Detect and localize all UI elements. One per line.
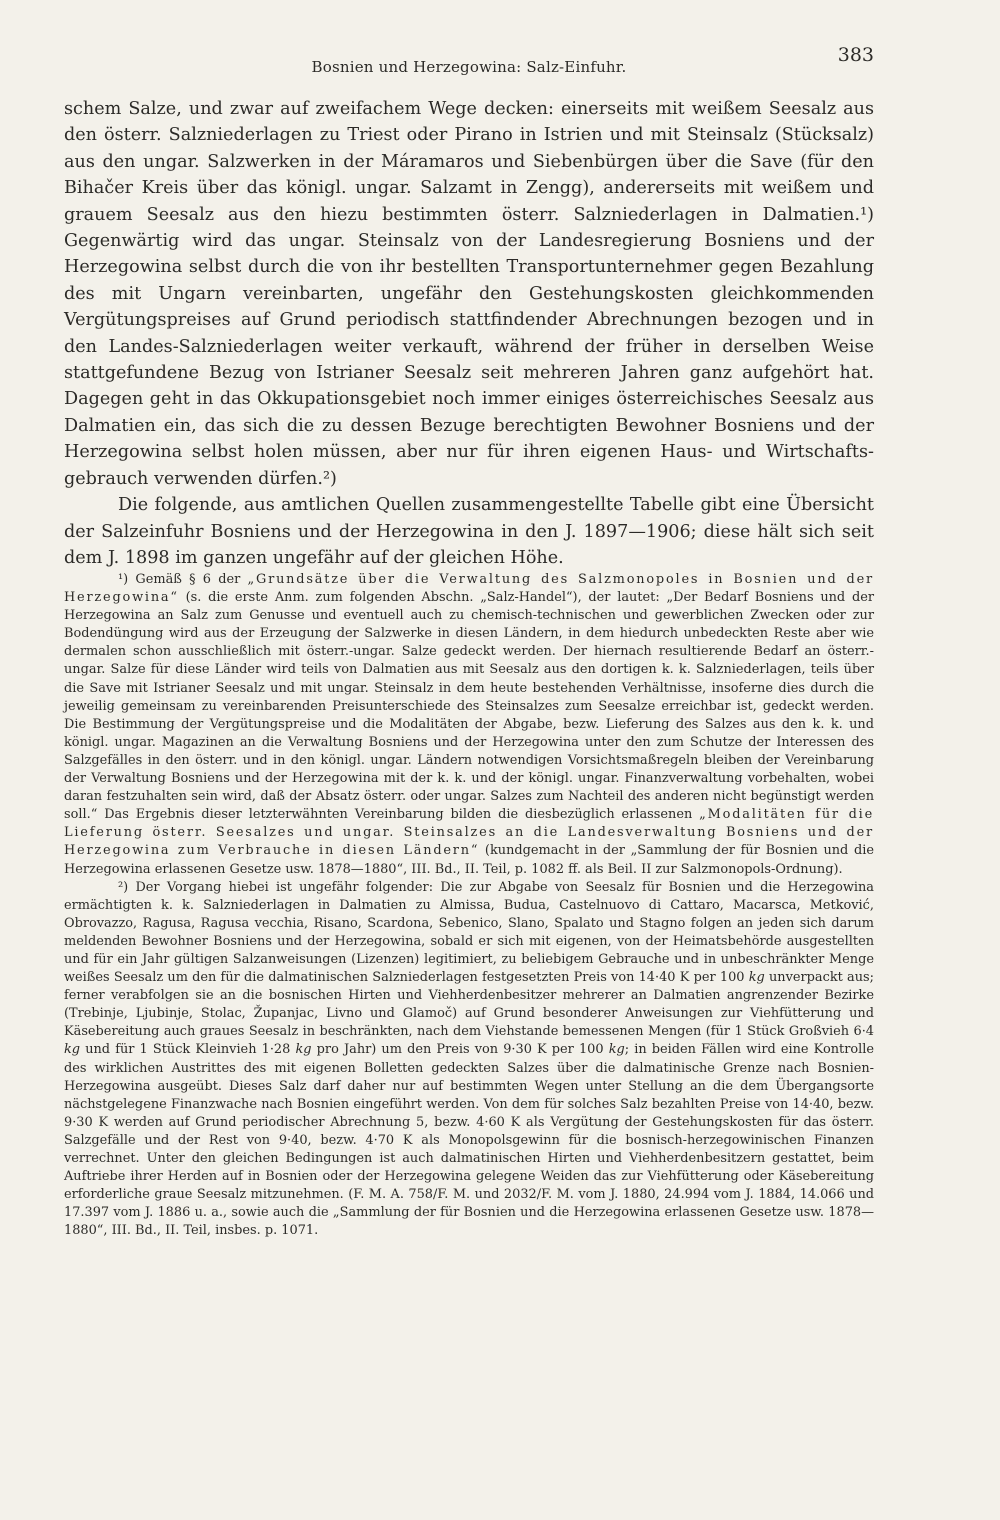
footnote-1-text-end: (kundgemacht in der „Sammlung der für Bosnien und die Herzegowina erlassenen Gesetze usw. 1878—1880“, III. Bd., II. Teil, p. 1082 ff. als Beil. II zur Salzmonopols-Ordnung). (64, 843, 874, 877)
running-header (64, 44, 874, 78)
body-paragraph-1: schem Salze, und zwar auf zweifachem Wege decken: einerseits mit weißem Seesalz aus den österr. Salzniederlagen zu Triest oder Pirano in Istrien und mit Steinsalz (Stücksalz) aus den ungar. Salzwerken in der Máramaros und Siebenbürgen über die Save (für den Bihačer Kreis über das königl. ungar. Salzamt in Zengg), andererseits mit weißem und grauem Seesalz aus den hiezu bestimmten österr. Salzniederlagen in Dalmatien.¹) Gegenwärtig wird das ungar. Steinsalz von der Landesregierung Bosniens und der Herzegowina selbst durch die von ihr bestellten Transportunternehmer gegen Bezahlung des mit Ungarn vereinbarten, ungefähr den Gestehungskosten gleichkommenden Vergütungspreises auf Grund periodisch stattfindender Abrechnungen bezogen und in den Landes-Salzniederlagen weiter verkauft, während der früher in derselben Weise stattgefundene Bezug von Istrianer Seesalz seit mehreren Jahren ganz aufgehört hat. Dagegen geht in das Okkupationsgebiet noch immer einiges österreichisches Seesalz aus Dalmatien ein, das sich die zu dessen Bezuge berechtigten Bewohner Bosniens und der Herzegowina selbst holen müssen, aber nur für ihren eigenen Haus- und Wirtschaftsgebrauch verwenden dürfen.²) (64, 99, 874, 489)
page-number: 383 (837, 44, 874, 66)
unit-kg: kg (295, 1042, 312, 1058)
footnote-2-text-a: ²) Der Vorgang hiebei ist ungefähr folgender: Die zur Abgabe von Seesalz für Bosnien und die Herzegowina ermächtigten k. k. Salzniederlagen in Dalmatien zu Almissa, Budua, Castelnuovo di Cattaro, Macarsca, Metković, Obrovazzo, Ragusa, Ragusa vecchia, Risano, Scardona, Sebenico, Slano, Spalato und Stagno folgen an jeden sich darum meldenden Bewohner Bosniens und der Herzegowina, sobald er sich mit eigenen, von der Heimatsbehörde ausgestellten und für ein Jahr gültigen Salzanweisungen (Lizenzen) legitimiert, zu beliebigem Gebrauche und in unbeschränkter Menge weißes Seesalz um den für die dalmatinischen Salzniederlagen festgesetzten Preis von 14·40 K per 100 (64, 879, 874, 986)
footnote-2-text-b: unverpackt aus; ferner verabfolgen sie an die bosnischen Hirten und Viehherdenbesitzer mehrerer an Dalmatien angrenzender Bezirke (Trebinje, Ljubinje, Stolac, Županjac, Livno und Glamoč) auf Grund besonderer Anweisungen zur Viehfütterung und Käsebereitung auch graues Seesalz in beschränkten, nach dem Viehstande bemessenen Mengen (für 1 Stück Großvieh 6·4 (64, 970, 875, 1040)
unit-kg: kg (64, 1042, 81, 1058)
main-text (64, 96, 874, 571)
unit-kg: kg (608, 1042, 625, 1058)
footnote-1-text-start: ¹) Gemäß § 6 der (118, 572, 248, 587)
footnote-1-modalitaeten-title: „Modalitäten für die Lieferung österr. Seesalzes und ungar. Steinsalzes an die Landesverwaltung Bosniens und der Herzegowina zum Verbrauche in diesen Ländern“ (64, 807, 874, 859)
footnotes (64, 571, 874, 1240)
footnote-2-text-d: pro Jahr) um den Preis von 9·30 K per 100 (311, 1042, 609, 1058)
unit-kg: kg (748, 970, 765, 986)
footnote-1-text-middle: (s. die erste Anm. zum folgenden Abschn. „Salz-Handel“), der lautet: „Der Bedarf Bosniens und der Herzegowina an Salz zum Genusse und eventuell auch zu chemisch-technischen und gewerblichen Zwecken oder zur Bodendüngung wird aus der Erzeugung der Salzwerke in diesen Ländern, in dem hiedurch unbedeckten Reste aber wie dermalen schon ausschließlich mit österr.-ungar. Salze gedeckt werden. Der hiernach resultierende Bedarf an österr.-ungar. Salze für diese Länder wird teils von Dalmatien aus mit Seesalz aus den dortigen k. k. Salzniederlagen, teils über die Save mit Istrianer Seesalz und mit ungar. Steinsalz in dem heute bestehenden Verhältnisse, insoferne dies durch die jeweilig gemeinsam zu vereinbarenden Preisunterschiede des Steinsalzes zum Seesalze erreichbar ist, gedeckt werden. Die Bestimmung der Vergütungspreise und die Modalitäten der Abgabe, bezw. Lieferung des Salzes aus den k. k. und königl. ungar. Magazinen an die Verwaltung Bosniens und der Herzegowina unter den zum Schutze der Interessen des Salzgefälles in den österr. und in den königl. ungar. Ländern notwendigen Vorsichtsmaßregeln bleiben der Vereinbarung der Verwaltung Bosniens und der Herzegowina mit der k. k. und der königl. ungar. Finanzverwaltung vorbehalten, wobei daran festzuhalten sein wird, daß der Absatz österr. oder ungar. Salzes zum Nachteil des anderen nicht begünstigt werden soll.“ Das Ergebnis dieser letzterwähnten Vereinbarung bilden die diesbezüglich erlassenen (64, 590, 874, 823)
running-title: Bosnien und Herzegowina: Salz-Einfuhr. (311, 58, 627, 76)
footnote-1-quote-title: „Grundsätze über die Verwaltung des Salzmonopoles in Bosnien und der Herzegowina“ (64, 572, 874, 606)
footnote-2-text-c: und für 1 Stück Kleinvieh 1·28 (80, 1042, 296, 1058)
body-paragraph-2: Die folgende, aus amtlichen Quellen zusammengestellte Tabelle gibt eine Übersicht der Salzeinfuhr Bosniens und der Herzegowina in den J. 1897—1906; diese hält sich seit dem J. 1898 im ganzen ungefähr auf der gleichen Höhe. (64, 495, 874, 568)
footnote-1 (64, 571, 874, 879)
footnote-2-text-e: ; in beiden Fällen wird eine Kontrolle des wirklichen Austrittes des mit eigenen Bolletten gedeckten Salzes über die dalmatinische Grenze nach Bosnien-Herzegowina ausgeübt. Dieses Salz darf daher nur auf bestimmten Wegen unter Stellung an die dem Übergangsorte nächstgelegene Finanzwache nach Bosnien eingeführt werden. Von dem für solches Salz bezahlten Preise von 14·40, bezw. 9·30 K werden auf Grund periodischer Abrechnung 5, bezw. 4·60 K als Vergütung der Gestehungskosten für das österr. Salzgefälle und der Rest von 9·40, bezw. 4·70 K als Monopolsgewinn für die bosnisch-herzegowinischen Finanzen verrechnet. Unter den gleichen Bedingungen ist auch dalmatinischen Hirten und Viehherdenbesitzern gestattet, beim Auftriebe ihrer Herden auf in Bosnien oder der Herzegowina gelegene Weiden das zur Viehfütterung oder Käsebereitung erforderliche graue Seesalz mitzunehmen. (F. M. A. 758/F. M. und 2032/F. M. vom J. 1880, 24.994 vom J. 1884, 14.066 und 17.397 vom J. 1886 u. a., sowie auch die „Sammlung der für Bosnien und die Herzegowina erlassenen Gesetze usw. 1878—1880“, III. Bd., II. Teil, insbes. p. 1071. (64, 1042, 874, 1239)
footnote-2 (64, 879, 874, 1241)
